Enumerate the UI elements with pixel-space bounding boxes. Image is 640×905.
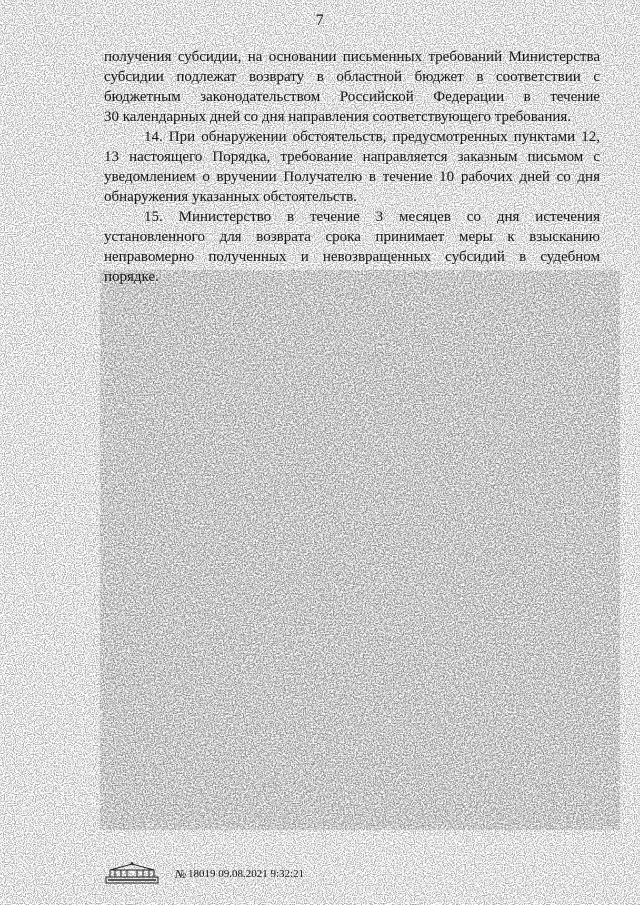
text-line: уведомлением о вручении Получателю в течение 10 рабочих дней со дня [104,169,600,185]
text-line: бюджетным законодательством Российской Федерации в течение [104,89,600,105]
text-line: порядке. [104,269,159,285]
text-line: 30 календарных дней со дня направления соответствующего требования. [104,109,572,125]
text-line: получения субсидии, на основании письменных требований Министерства [104,49,600,65]
registration-footer [104,861,324,885]
registry-seal-icon [104,861,160,885]
text-line: 14. При обнаружении обстоятельств, предусмотренных пунктами 12, [144,129,600,145]
page-number: 7 [315,12,325,29]
text-line: неправомерно полученных и невозвращенных субсидий в судебном [104,249,600,265]
text-line: 15. Министерство в течение 3 месяцев со дня истечения [144,209,600,225]
registration-info: 18019 09.08.2021 9:32:21 [188,868,305,880]
text-line: обнаружения указанных обстоятельств. [104,189,357,205]
registration-number-mark: № [175,867,187,881]
text-line: 13 настоящего Порядка, требование направляется заказным письмом с [104,149,600,165]
text-line: субсидии подлежат возврату в областной бюджет в соответствии с [104,69,600,85]
text-line: установленного для возврата срока принимает меры к взысканию [104,229,600,245]
